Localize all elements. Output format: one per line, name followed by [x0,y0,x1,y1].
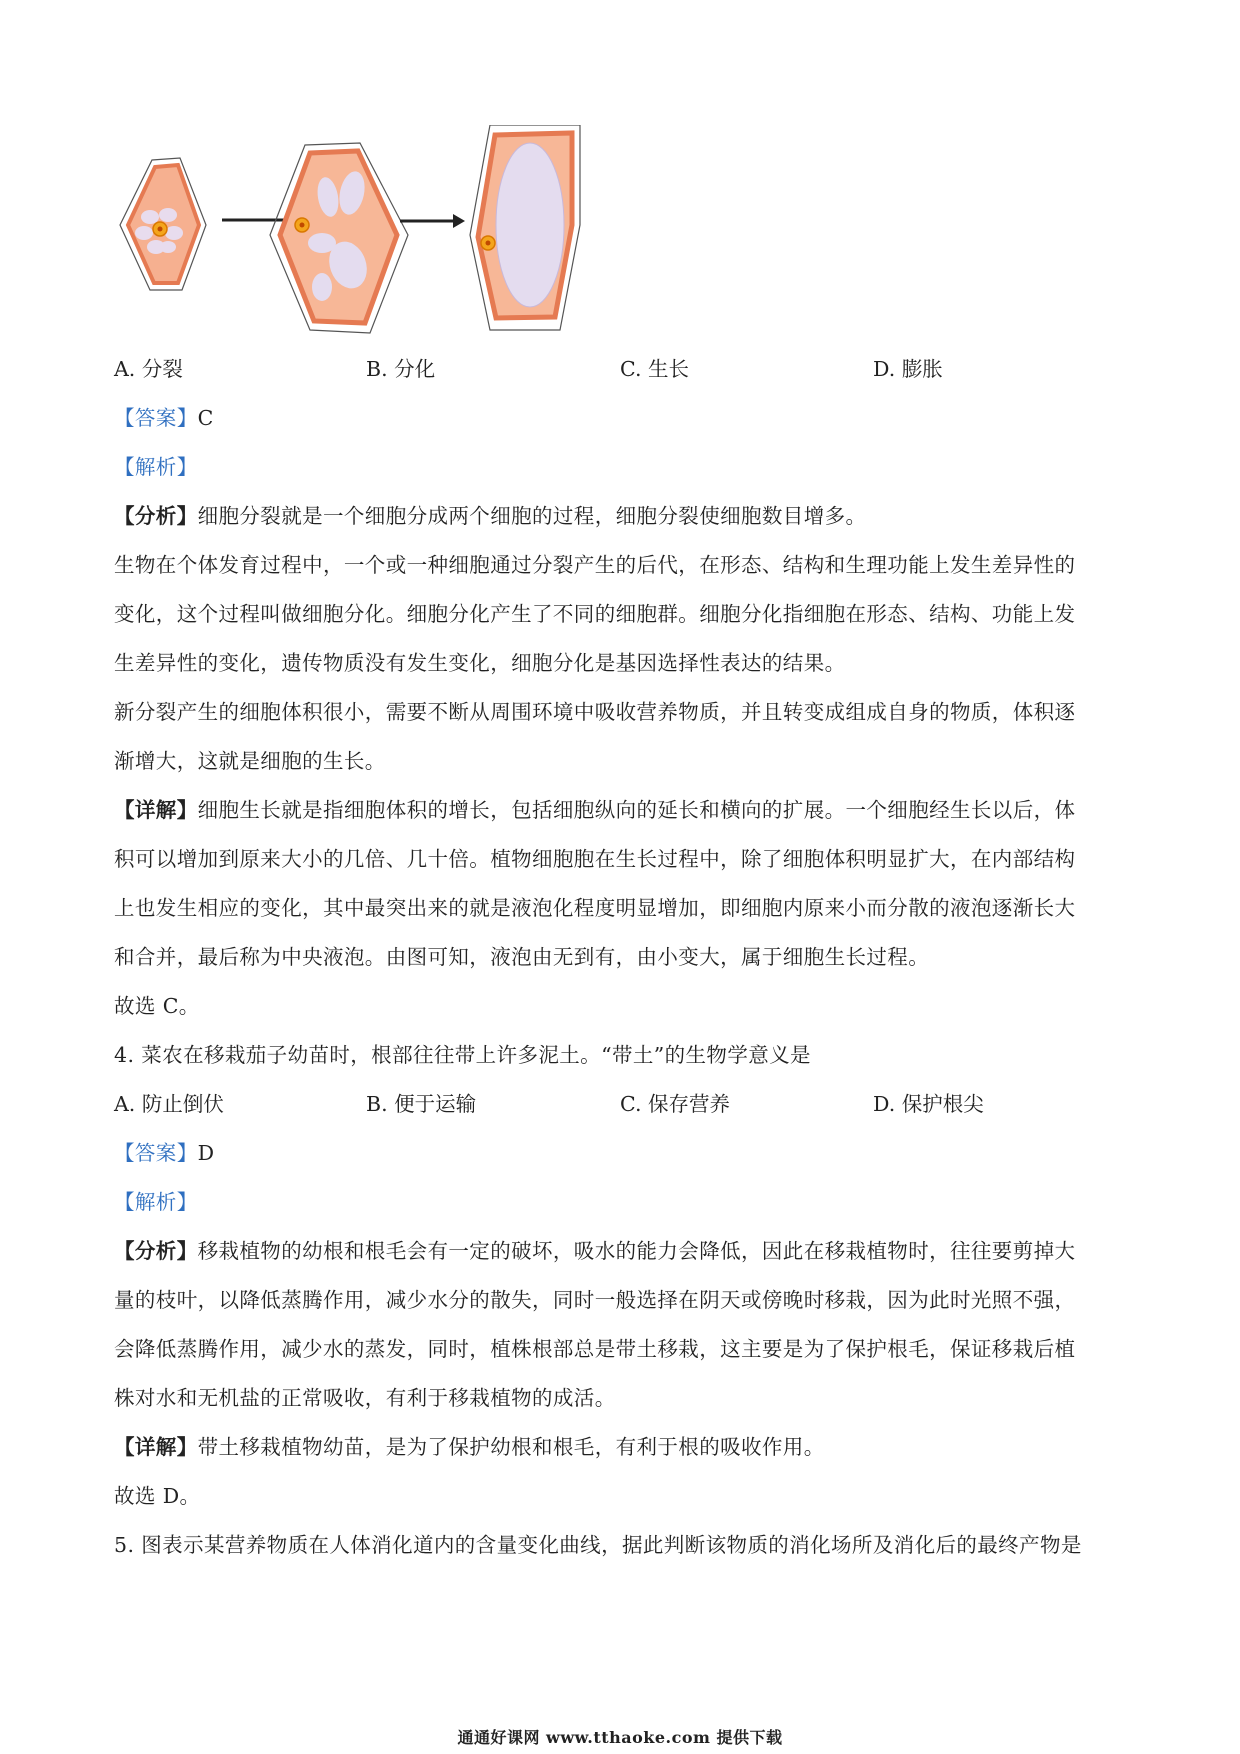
detail-paragraph: 上也发生相应的变化，其中最突出来的就是液泡化程度明显增加，即细胞内原来小而分散的液泡逐渐长大 [114,896,1076,920]
analysis-paragraph: 渐增大，这就是细胞的生长。 [114,749,386,773]
cell-growth-figure [110,125,670,375]
option-b: B. 分化 [366,357,436,381]
analysis-paragraph: 【分析】移栽植物的幼根和根毛会有一定的破坏，吸水的能力会降低，因此在移栽植物时，往往要剪掉大 [114,1239,1076,1263]
option-b: B. 便于运输 [366,1092,477,1116]
cell-growth-diagram [110,125,670,375]
conclusion: 故选 D。 [114,1484,201,1508]
analysis-paragraph: 会降低蒸腾作用，减少水的蒸发，同时，植株根部总是带土移栽，这主要是为了保护根毛，保证移栽后植 [114,1337,1076,1361]
option-c: C. 保存营养 [620,1092,731,1116]
question-stem: 5. 图表示某营养物质在人体消化道内的含量变化曲线，据此判断该物质的消化场所及消化后的最终产物是 [114,1533,1082,1557]
large-cell [470,125,580,330]
option-d: D. 保护根尖 [873,1092,984,1116]
medium-cell [270,143,408,333]
option-a: A. 防止倒伏 [114,1092,224,1116]
analysis-paragraph: 生物在个体发育过程中，一个或一种细胞通过分裂产生的后代，在形态、结构和生理功能上发生差异性的 [114,553,1076,577]
detail-paragraph: 【详解】细胞生长就是指细胞体积的增长，包括细胞纵向的延长和横向的扩展。一个细胞经生长以后，体 [114,798,1076,822]
analysis-paragraph: 新分裂产生的细胞体积很小，需要不断从周围环境中吸收营养物质，并且转变成组成自身的物质，体积逐 [114,700,1076,724]
conclusion: 故选 C。 [114,994,200,1018]
answer-line: 【答案】C [114,406,214,430]
analysis-paragraph: 株对水和无机盐的正常吸收，有利于移栽植物的成活。 [114,1386,616,1410]
analysis-heading: 【解析】 [114,1190,198,1214]
small-cell [120,158,206,290]
option-a: A. 分裂 [114,357,183,381]
answer-line: 【答案】D [114,1141,215,1165]
detail-paragraph: 【详解】带土移栽植物幼苗，是为了保护幼根和根毛，有利于根的吸收作用。 [114,1435,825,1459]
analysis-paragraph: 量的枝叶，以降低蒸腾作用，减少水分的散失，同时一般选择在阴天或傍晚时移栽，因为此时光照不强， [114,1288,1076,1312]
option-d: D. 膨胀 [873,357,943,381]
question-stem: 4. 菜农在移栽茄子幼苗时，根部往往带上许多泥土。“带土”的生物学意义是 [114,1043,811,1067]
detail-paragraph: 积可以增加到原来大小的几倍、几十倍。植物细胞胞在生长过程中，除了细胞体积明显扩大，在内部结构 [114,847,1076,871]
analysis-paragraph: 【分析】细胞分裂就是一个细胞分成两个细胞的过程，细胞分裂使细胞数目增多。 [114,504,867,528]
detail-paragraph: 和合并，最后称为中央液泡。由图可知，液泡由无到有，由小变大，属于细胞生长过程。 [114,945,930,969]
arrow-icon [400,214,465,228]
option-c: C. 生长 [620,357,690,381]
analysis-paragraph: 生差异性的变化，遗传物质没有发生变化，细胞分化是基因选择性表达的结果。 [114,651,846,675]
page-footer: 通通好课网 www.tthaoke.com 提供下载 [457,1728,783,1747]
analysis-heading: 【解析】 [114,455,198,479]
analysis-paragraph: 变化，这个过程叫做细胞分化。细胞分化产生了不同的细胞群。细胞分化指细胞在形态、结构、功能上发 [114,602,1076,626]
